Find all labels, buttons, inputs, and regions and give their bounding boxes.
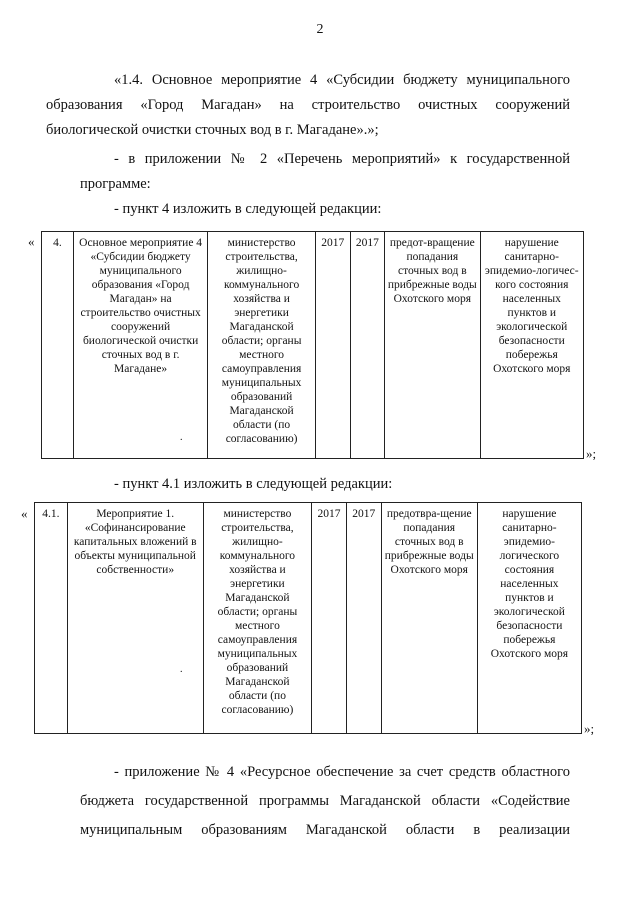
table-1 — [41, 231, 584, 459]
table-2-close-quote: »; — [584, 721, 595, 736]
paragraph-1-line-3: биологической очистки сточных вод в г. Магадане».»; — [46, 122, 379, 138]
paragraph-5 — [80, 760, 570, 843]
scan-dot: . — [180, 432, 183, 443]
paragraph-4: - пункт 4.1 изложить в следующей редакции: — [114, 476, 393, 492]
table-2-executor: министерство строительства, жилищно-коммунального хозяйства и энергетики Магаданской области; органы местного самоуправления муниципальных образований Магаданской области (по согласованию) — [203, 503, 311, 734]
paragraph-2-line-1: - в приложении № 2 «Перечень мероприятий» к государственной — [114, 151, 570, 167]
paragraph-1-line-1: «1.4. Основное мероприятие 4 «Субсидии бюджету муниципального — [114, 72, 570, 88]
table-2-year-end: 2017 — [346, 503, 381, 734]
table-1-year-end: 2017 — [350, 232, 385, 459]
paragraph-5-line-2: бюджета государственной программы Магаданской области «Содействие — [80, 793, 570, 809]
table-1-executor: министерство строительства, жилищно-коммунального хозяйства и энергетики Магаданской области; органы местного самоуправления муниципальных образований Магаданской области (по согласованию) — [208, 232, 316, 459]
paragraph-3: - пункт 4 изложить в следующей редакции: — [114, 201, 382, 217]
table-1-consequence: нарушение санитарно-эпидемио-логичес-кого состояния населенных пунктов и экологической безопасности побережья Охотского моря — [480, 232, 584, 459]
table-row — [35, 503, 582, 734]
table-2-result: предотвра-щение попадания сточных вод в прибрежные воды Охотского моря — [381, 503, 477, 734]
page-number: 2 — [316, 22, 324, 37]
scan-dot: . — [180, 664, 183, 675]
table-2-consequence: нарушение санитарно-эпидемио-логического состояния населенных пунктов и экологической безопасности побережья Охотского моря — [477, 503, 581, 734]
paragraph-2-line-2: программе: — [80, 176, 151, 192]
paragraph-1-line-2: образования «Город Магадан» на строительство очистных сооружений — [46, 97, 570, 113]
paragraph-1 — [46, 68, 570, 143]
paragraph-5-line-3: муниципальным образованиям Магаданской области в реализации — [80, 822, 570, 838]
table-1-year-start: 2017 — [315, 232, 350, 459]
table-2 — [34, 502, 582, 734]
table-row — [42, 232, 584, 459]
paragraph-5-line-1: - приложение № 4 «Ресурсное обеспечение за счет средств областного — [114, 764, 570, 780]
table-2-name: Мероприятие 1. «Софинансирование капитальных вложений в объекты муниципальной собственности» — [67, 503, 203, 734]
table-1-open-quote: « — [28, 234, 35, 249]
table-2-open-quote: « — [21, 506, 28, 521]
paragraph-2 — [80, 147, 570, 197]
table-1-close-quote: »; — [586, 446, 597, 461]
table-1-name: Основное мероприятие 4 «Субсидии бюджету муниципального образования «Город Магадан» на строительство очистных сооружений биологической очистки сточных вод в г. Магадане» — [73, 232, 207, 459]
table-2-year-start: 2017 — [312, 503, 347, 734]
table-1-result: предот-вращение попадания сточных вод в прибрежные воды Охотского моря — [385, 232, 480, 459]
table-1-num: 4. — [42, 232, 74, 459]
table-2-num: 4.1. — [35, 503, 68, 734]
